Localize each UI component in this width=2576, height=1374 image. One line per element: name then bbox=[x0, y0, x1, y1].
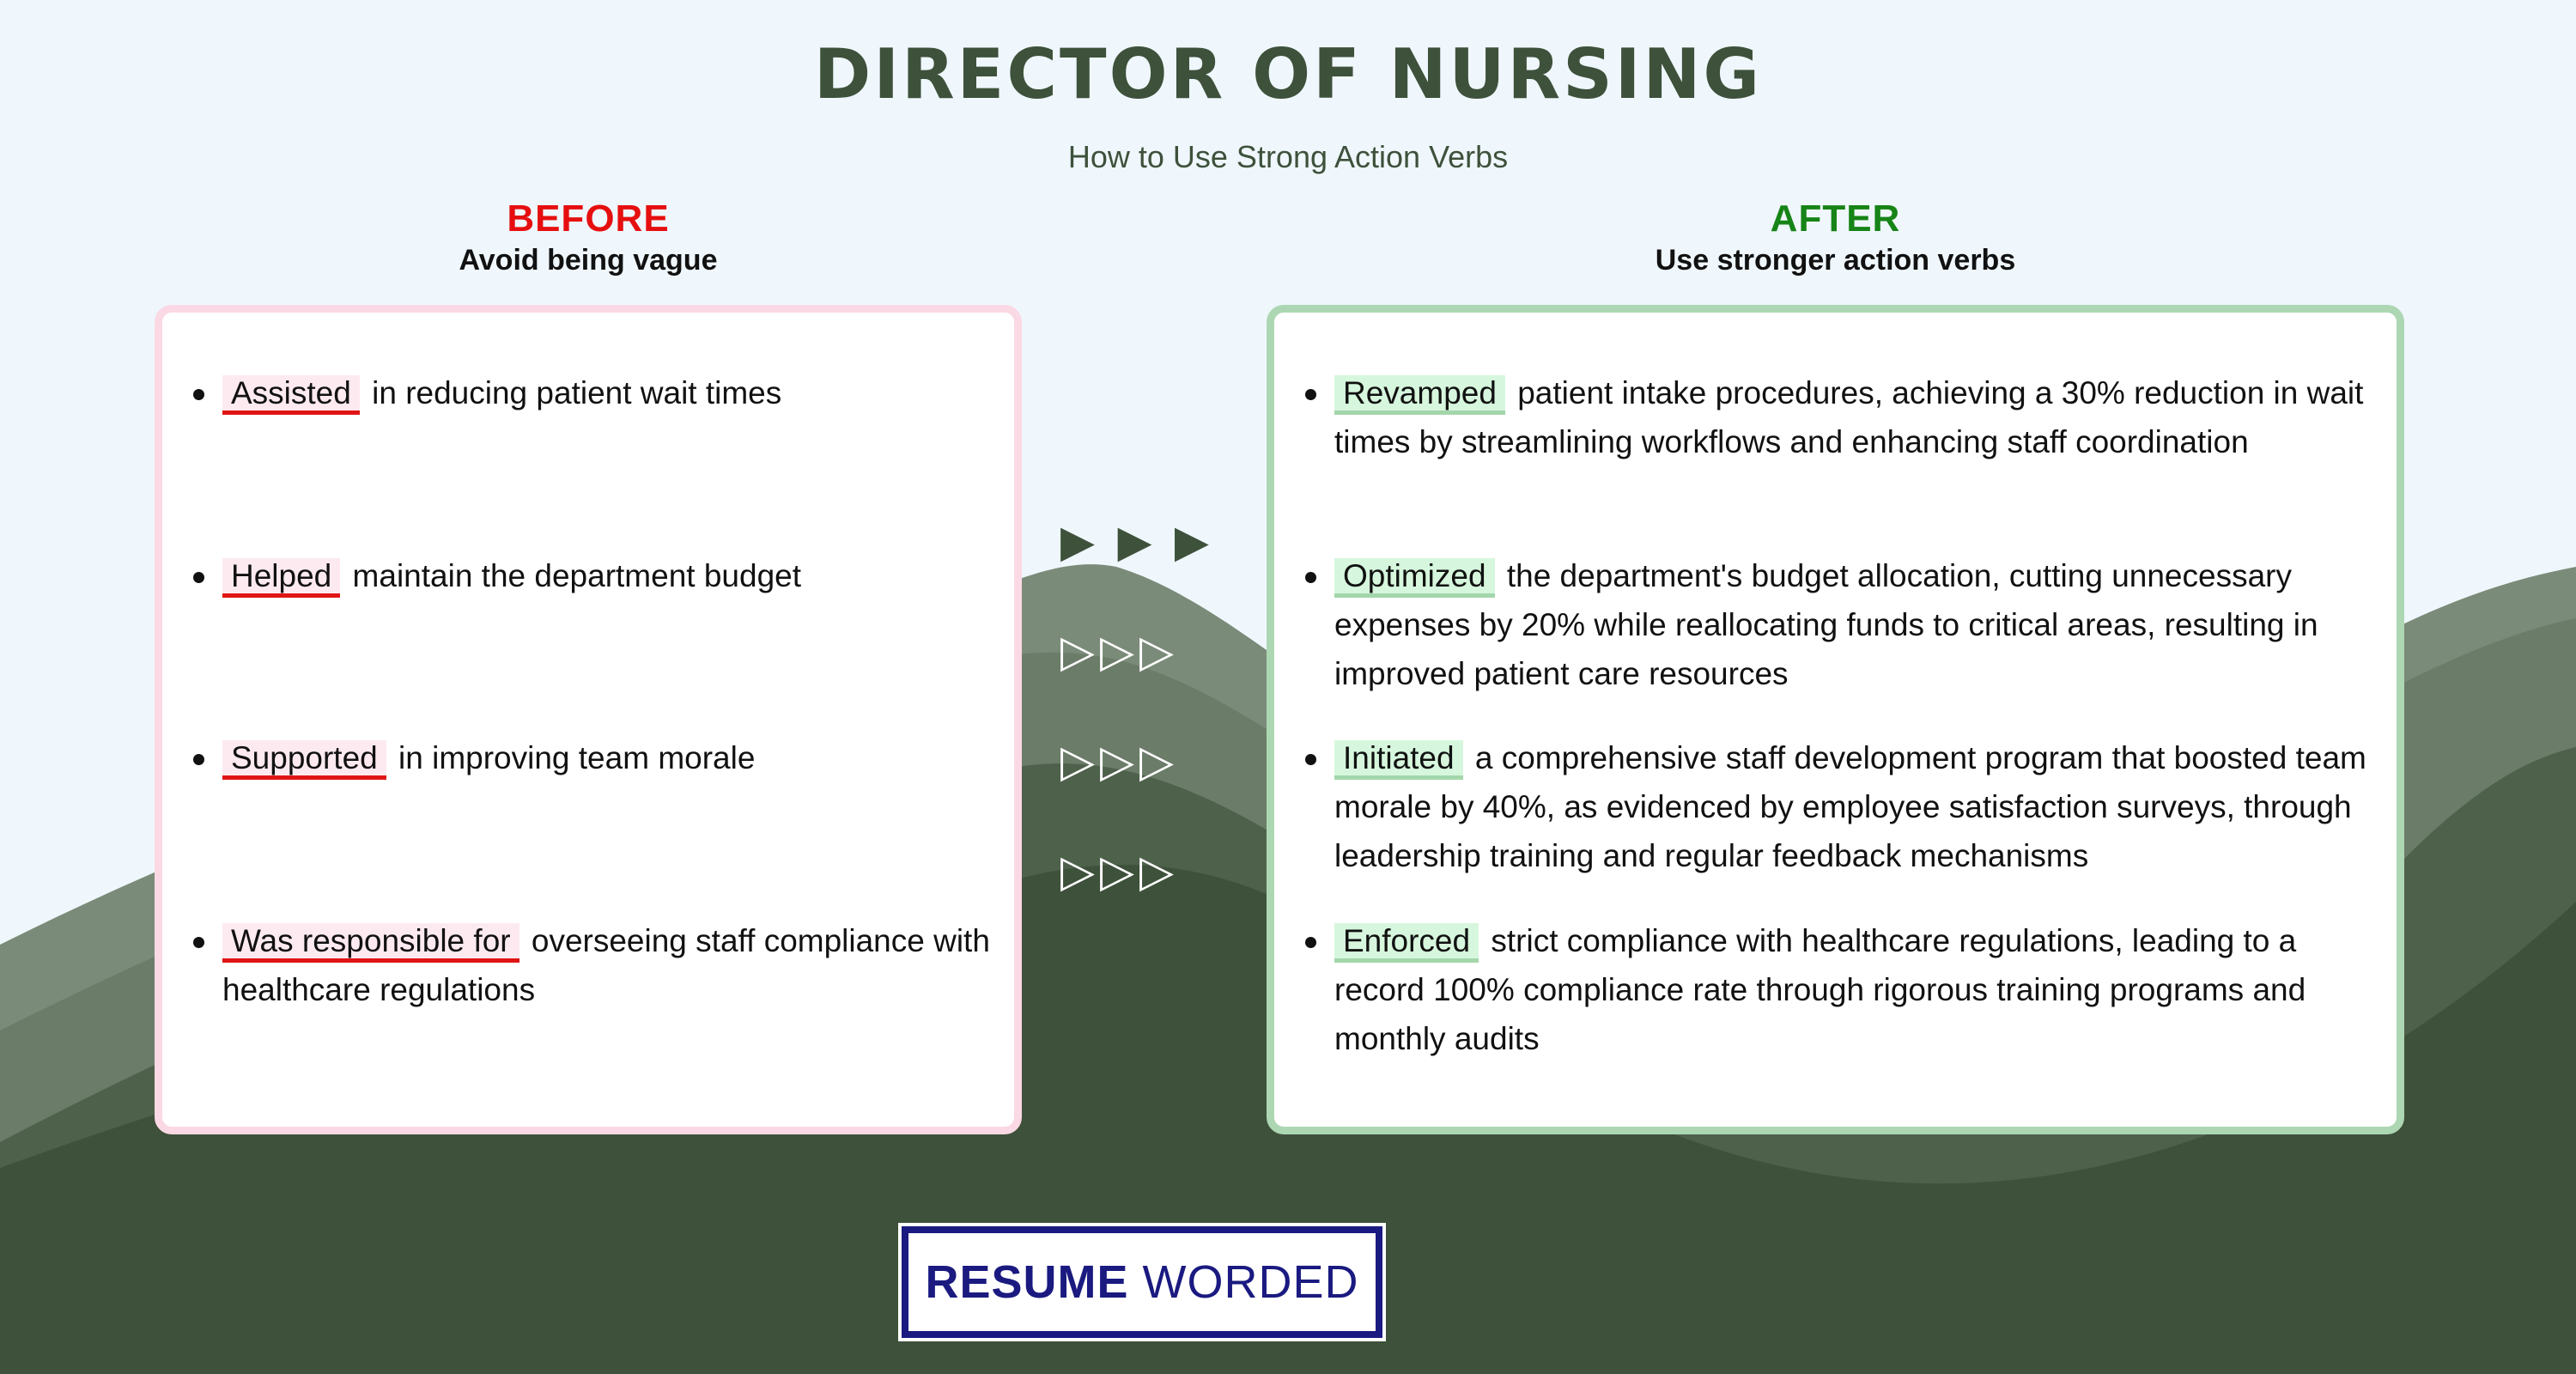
item-text: a comprehensive staff development program that boosted team morale by 40%, as evidenced by employee satisfaction surveys, through leadership training and regular feedback mechanisms bbox=[1334, 740, 2366, 873]
item-text: patient intake procedures, achieving a 30% reduction in wait times by streamlining workflows and enhancing staff coordination bbox=[1334, 375, 2364, 459]
weak-verb: Assisted bbox=[222, 375, 360, 415]
after-sublabel: Use stronger action verbs bbox=[1655, 243, 2016, 277]
list-item bbox=[1334, 916, 2373, 1063]
item-text: overseeing staff compliance with healthcare regulations bbox=[222, 923, 990, 1007]
list-item bbox=[222, 916, 995, 1014]
page-subtitle: How to Use Strong Action Verbs bbox=[1067, 139, 1509, 174]
after-heading bbox=[1267, 198, 2404, 279]
list-item bbox=[222, 368, 995, 417]
arrow-group bbox=[1060, 517, 1232, 959]
logo-word-resume: RESUME bbox=[925, 1256, 1129, 1308]
logo-word-worded: WORDED bbox=[1142, 1256, 1359, 1308]
strong-verb: Optimized bbox=[1334, 558, 1495, 598]
before-label: BEFORE bbox=[507, 198, 670, 240]
after-label: AFTER bbox=[1770, 198, 1901, 240]
item-text: in improving team morale bbox=[398, 740, 756, 775]
item-text: maintain the department budget bbox=[352, 558, 802, 593]
list-item bbox=[1334, 733, 2373, 880]
item-text: the department's budget allocation, cutting unnecessary expenses by 20% while reallocating funds to critical areas, resulting in improved patient care resources bbox=[1334, 558, 2318, 691]
strong-verb: Initiated bbox=[1334, 740, 1463, 780]
list-item bbox=[1334, 551, 2373, 698]
arrow-icon: ▶ ▶ ▶ bbox=[1060, 517, 1214, 567]
strong-verb: Enforced bbox=[1334, 923, 1479, 963]
arrow-icon: ▷▷▷ bbox=[1060, 847, 1179, 897]
weak-verb: Was responsible for bbox=[222, 923, 519, 963]
resume-worded-logo bbox=[902, 1226, 1382, 1338]
page-title: DIRECTOR OF NURSING bbox=[813, 34, 1763, 114]
after-card bbox=[1267, 305, 2404, 1134]
weak-verb: Supported bbox=[222, 740, 386, 780]
before-heading bbox=[155, 198, 1022, 279]
item-text: in reducing patient wait times bbox=[372, 375, 782, 410]
list-item bbox=[222, 733, 995, 782]
item-text: strict compliance with healthcare regulations, leading to a record 100% compliance rate through rigorous training programs and monthly audits bbox=[1334, 923, 2306, 1056]
strong-verb: Revamped bbox=[1334, 375, 1505, 415]
arrow-icon: ▷▷▷ bbox=[1060, 627, 1179, 677]
list-item bbox=[222, 551, 995, 600]
before-card bbox=[155, 305, 1022, 1134]
weak-verb: Helped bbox=[222, 558, 340, 598]
arrow-icon: ▷▷▷ bbox=[1060, 737, 1179, 787]
before-sublabel: Avoid being vague bbox=[459, 243, 718, 277]
list-item bbox=[1334, 368, 2373, 466]
